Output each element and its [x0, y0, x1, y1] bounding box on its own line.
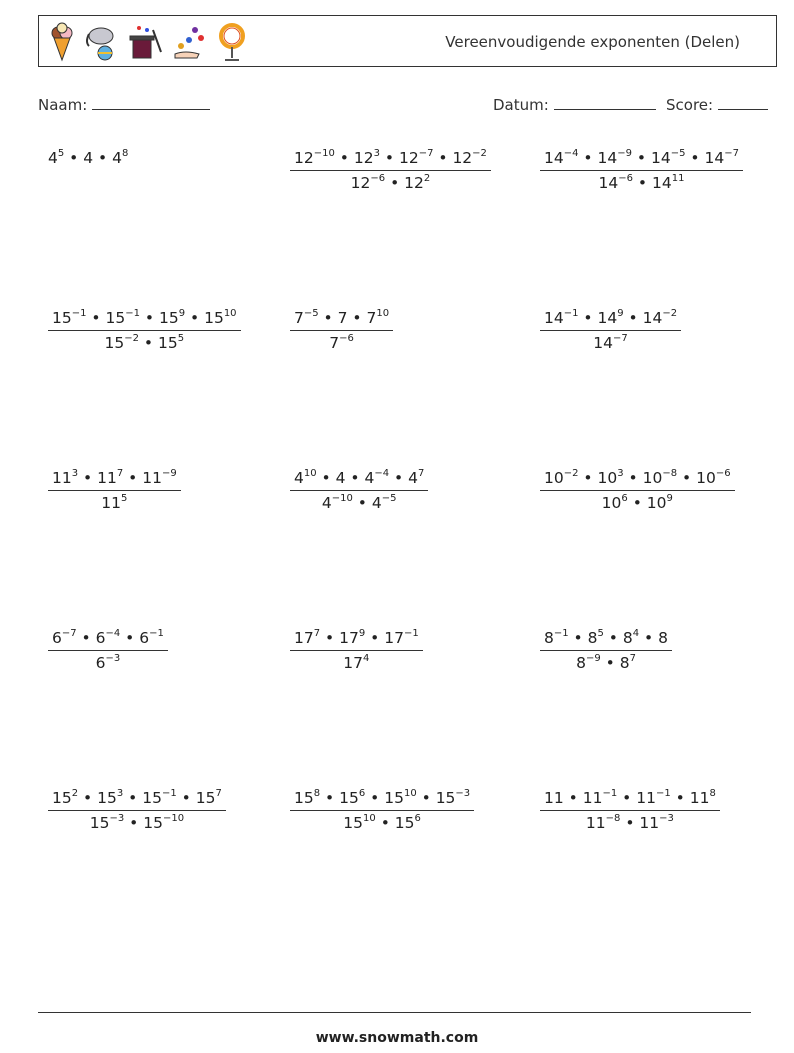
numerator: $15^2$ • $15^3$ • $15^{-1}$ • $15^7$ [48, 788, 226, 811]
denominator: $6^{-3}$ [95, 653, 121, 672]
name-blank [92, 95, 210, 110]
numerator: $12^{-10}$ • $12^3$ • $12^{-7}$ • $12^{-2}$ [290, 148, 491, 171]
denominator: $14^{-6}$ • $14^{11}$ [598, 173, 685, 192]
elephant-on-ball-icon [83, 22, 119, 62]
denominator: $15^{10}$ • $15^6$ [343, 813, 421, 832]
problem-11 [290, 628, 423, 673]
problem-13 [48, 788, 226, 833]
magic-hat-icon [127, 22, 163, 62]
fraction [540, 308, 681, 353]
footer-url: www.snowmath.com [315, 1030, 479, 1046]
name-field [38, 95, 210, 114]
denominator: $11^{-8}$ • $11^{-3}$ [585, 813, 674, 832]
numerator: $8^{-1}$ • $8^5$ • $8^4$ • 8 [540, 628, 672, 651]
numerator: $6^{-7}$ • $6^{-4}$ • $6^{-1}$ [48, 628, 168, 651]
fraction [290, 148, 491, 193]
denominator: $15^{-3}$ • $15^{-10}$ [89, 813, 185, 832]
numerator: $15^{-1}$ • $15^{-1}$ • $15^9$ • $15^{10}$ [48, 308, 241, 331]
name-label: Naam: [38, 96, 88, 114]
ice-cream-icon [49, 22, 75, 62]
problem-4 [48, 308, 241, 353]
problem-5 [290, 308, 393, 353]
problem-14 [290, 788, 474, 833]
fraction [290, 788, 474, 833]
fraction [290, 468, 428, 513]
denominator: $7^{-6}$ [329, 333, 354, 352]
ring-of-fire-icon [215, 22, 249, 62]
worksheet-title: Vereenvoudigende exponenten (Delen) [445, 33, 740, 51]
problem-2 [290, 148, 491, 193]
numerator: $14^{-4}$ • $14^{-9}$ • $14^{-5}$ • $14^{-7}$ [540, 148, 743, 171]
date-label: Datum: [493, 96, 549, 114]
fraction [540, 628, 672, 673]
problem-6 [540, 308, 681, 353]
header-icons [49, 21, 249, 63]
score-blank [718, 95, 768, 110]
fraction [540, 148, 743, 193]
date-field [493, 95, 656, 114]
denominator: $15^{-2}$ • $15^5$ [104, 333, 185, 352]
numerator: $11^3$ • $11^7$ • $11^{-9}$ [48, 468, 181, 491]
problem-10 [48, 628, 168, 673]
footer-divider [38, 1012, 751, 1013]
denominator: $17^4$ [343, 653, 370, 672]
problem-3 [540, 148, 743, 193]
fraction [290, 308, 393, 353]
denominator: $14^{-7}$ [593, 333, 628, 352]
fraction [48, 788, 226, 833]
fraction [540, 468, 735, 513]
fraction [48, 628, 168, 673]
expression: $4^5$ • 4 • $4^8$ [48, 148, 129, 167]
numerator: $10^{-2}$ • $10^3$ • $10^{-8}$ • $10^{-6}$ [540, 468, 735, 491]
score-field [666, 95, 768, 114]
juggling-hand-icon [171, 22, 207, 62]
fraction [540, 788, 720, 833]
score-label: Score: [666, 96, 714, 114]
worksheet-header [38, 15, 777, 67]
numerator: $4^{10}$ • 4 • $4^{-4}$ • $4^7$ [290, 468, 428, 491]
problem-15 [540, 788, 720, 833]
problem-7 [48, 468, 181, 513]
denominator: $12^{-6}$ • $12^2$ [350, 173, 431, 192]
numerator: $7^{-5}$ • 7 • $7^{10}$ [290, 308, 393, 331]
numerator: $14^{-1}$ • $14^9$ • $14^{-2}$ [540, 308, 681, 331]
date-blank [554, 95, 656, 110]
numerator: $15^8$ • $15^6$ • $15^{10}$ • $15^{-3}$ [290, 788, 474, 811]
denominator: $8^{-9}$ • $8^7$ [576, 653, 636, 672]
fraction [48, 468, 181, 513]
problem-9 [540, 468, 735, 513]
denominator: $10^6$ • $10^9$ [601, 493, 673, 512]
numerator: $17^7$ • $17^9$ • $17^{-1}$ [290, 628, 423, 651]
problem-8 [290, 468, 428, 513]
denominator: $4^{-10}$ • $4^{-5}$ [321, 493, 397, 512]
numerator: 11 • $11^{-1}$ • $11^{-1}$ • $11^8$ [540, 788, 720, 811]
problem-1 [48, 148, 128, 168]
problem-12 [540, 628, 672, 673]
fraction [48, 308, 241, 353]
denominator: $11^5$ [101, 493, 128, 512]
fraction [290, 628, 423, 673]
